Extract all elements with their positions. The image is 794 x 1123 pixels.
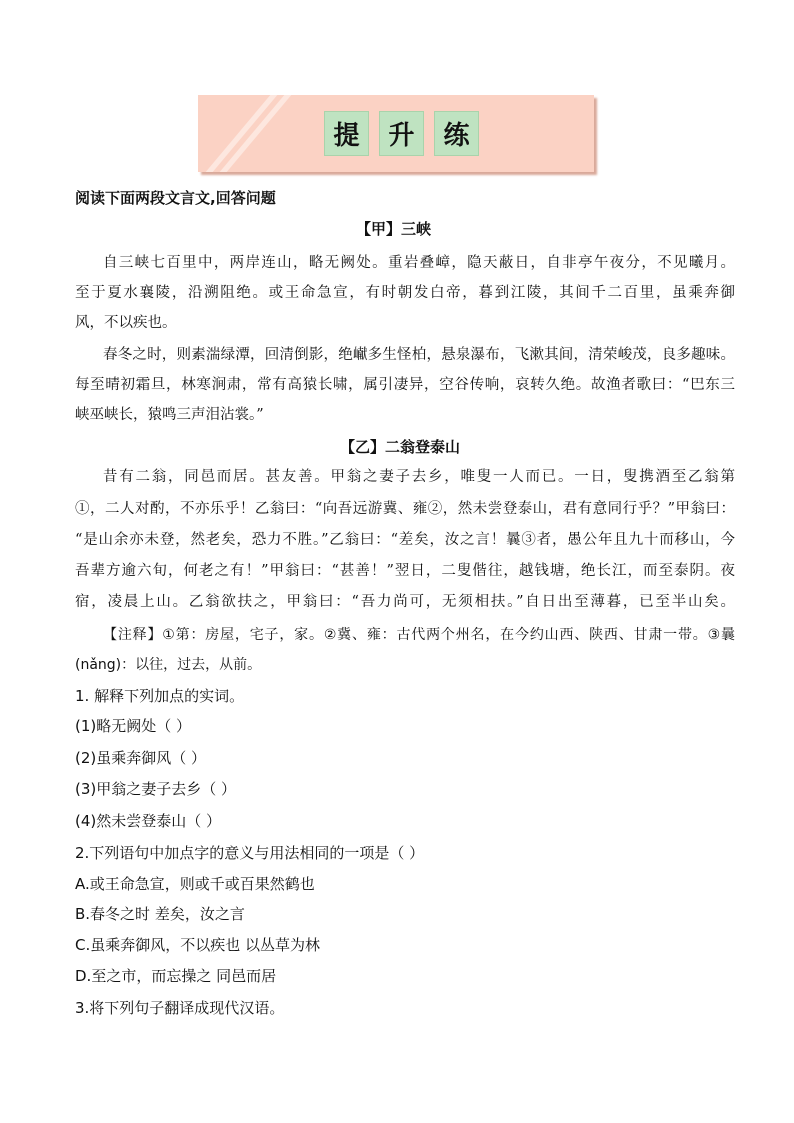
passage-a-line: 峡巫峡长，猿鸣三声泪沾裳。” xyxy=(75,407,264,423)
question-2: 2.下列语句中加点字的意义与用法相同的一项是（ ） xyxy=(75,844,425,862)
banner-char: 练 xyxy=(434,111,479,156)
passage-b-heading: 【乙】二翁登泰山 xyxy=(340,438,461,456)
question-2-option: B.春冬之时 差矣，汝之言 xyxy=(75,905,245,923)
passage-a-line: 每至晴初霜旦，林寒涧肃，常有高猿长啸，属引凄异，空谷传响，哀转久绝。故渔者歌曰：“巴东三 xyxy=(75,377,735,393)
passage-a-line: 自三峡七百里中，两岸连山，略无阙处。重岩叠嶂，隐天蔽日，自非亭午夜分，不见曦月。 xyxy=(103,255,735,271)
question-1-item: (2)虽乘奔御风（ ） xyxy=(75,749,207,767)
passage-b-line: 昔有二翁，同邑而居。甚友善。甲翁之妻子去乡，唯叟一人而已。一日，叟携酒至乙翁第 xyxy=(103,469,735,485)
question-1-item: (3)甲翁之妻子去乡（ ） xyxy=(75,780,237,798)
passage-a-line: 春冬之时，则素湍绿潭，回清倒影，绝𪩘多生怪柏，悬泉瀑布，飞漱其间，清荣峻茂，良多趣味。 xyxy=(103,347,735,363)
question-1-item: (1)略无阙处（ ） xyxy=(75,717,192,735)
question-2-option: C.虽乘奔御风，不以疾也 以丛草为林 xyxy=(75,936,321,954)
passage-b-line: ①，二人对酌，不亦乐乎！乙翁曰：“向吾远游冀、雍②，然未尝登泰山，君有意同行乎？”甲翁曰： xyxy=(75,501,735,517)
instruction: 阅读下面两段文言文,回答问题 xyxy=(75,189,276,207)
passage-a-line: 风，不以疾也。 xyxy=(75,315,177,331)
passage-a-heading: 【甲】三峡 xyxy=(356,220,432,238)
question-2-option: D.至之市，而忘操之 同邑而居 xyxy=(75,967,277,985)
banner-stripe xyxy=(220,95,292,172)
question-1-item: (4)然未尝登泰山（ ） xyxy=(75,812,222,830)
passage-b-line: 宿，凌晨上山。乙翁欲扶之，甲翁曰：“吾力尚可，无须相扶。”自日出至薄暮，已至半山矣。 xyxy=(75,594,735,610)
passage-b-line: 吾辈方逾六旬，何老之有！”甲翁曰：“甚善！”翌日，二叟偕往，越钱塘，绝长江，而至泰阴。夜 xyxy=(75,563,735,579)
question-3: 3.将下列句子翻译成现代汉语。 xyxy=(75,999,285,1017)
passage-b-line: “是山余亦未登，然老矣，恐力不胜。”乙翁曰：“差矣，汝之言！曩③者，愚公年且九十而移山，今 xyxy=(75,532,735,548)
banner-char: 升 xyxy=(379,111,424,156)
notes-line: 【注释】①第：房屋，宅子，家。②冀、雍：古代两个州名，在今约山西、陕西、甘肃一带。③曩 xyxy=(103,627,735,643)
banner-title xyxy=(324,111,479,156)
question-2-option: A.或王命急宣，则或千或百果然鹤也 xyxy=(75,875,315,893)
banner-char: 提 xyxy=(324,111,369,156)
banner-stripe xyxy=(206,95,278,172)
notes-line: (nǎng)：以往，过去，从前。 xyxy=(75,657,262,673)
passage-a-line: 至于夏水襄陵，沿溯阻绝。或王命急宣，有时朝发白帝，暮到江陵，其间千二百里，虽乘奔御 xyxy=(75,285,735,301)
question-1: 1. 解释下列加点的实词。 xyxy=(75,687,245,705)
